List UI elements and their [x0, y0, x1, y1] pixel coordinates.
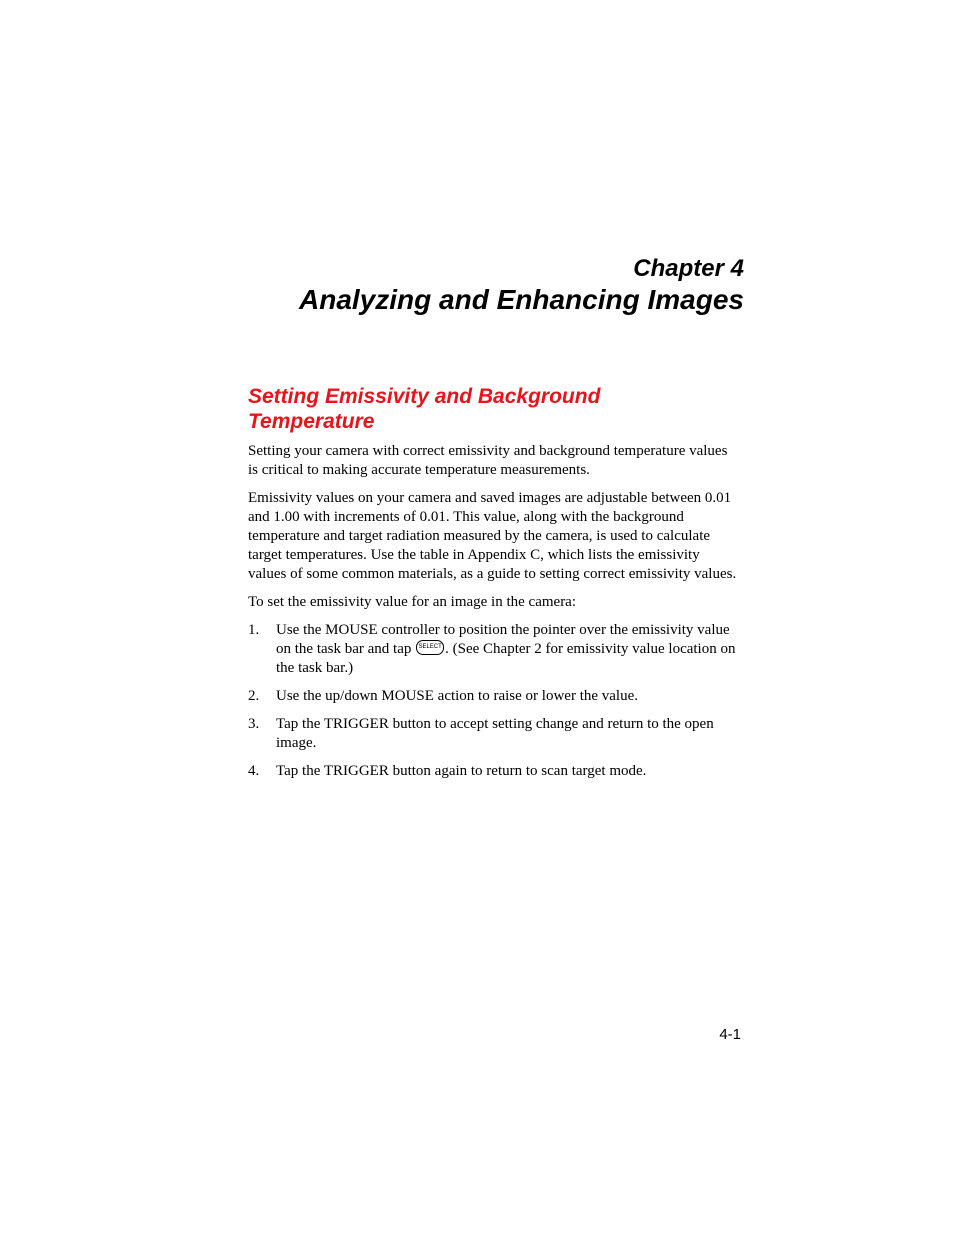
emissivity-range-paragraph: Emissivity values on your camera and saved images are adjustable between 0.01 and 1.00 with increments of 0.01. This value, along with the background temperature and target radiation measured by the camera, is used to calculate target temperatures. Use the table in Appendix C, which lists the emissivity values of some common materials, as a guide to setting correct emissivity values. — [248, 490, 737, 582]
chapter-title: Analyzing and Enhancing Images — [299, 284, 744, 315]
step-number: 1. — [248, 622, 260, 638]
step-text: Use the up/down MOUSE action to raise or lower the value. — [276, 688, 638, 704]
page-number: 4-1 — [719, 1026, 741, 1043]
step-text: Tap the TRIGGER button to accept setting change and return to the open image. — [276, 716, 714, 751]
procedure-steps — [248, 621, 738, 781]
step-text-before-icon: Use the MOUSE controller to position the pointer over the emissivity value on the task bar and tap — [276, 622, 730, 657]
list-item — [248, 715, 738, 753]
step-text — [276, 621, 738, 678]
list-item — [248, 762, 738, 781]
section-content — [248, 380, 738, 790]
step-number: 4. — [248, 763, 260, 779]
section-heading: Setting Emissivity and Background Temperature — [248, 385, 601, 433]
step-number: 3. — [248, 716, 260, 732]
step-number: 2. — [248, 688, 260, 704]
step-text: Tap the TRIGGER button again to return to scan target mode. — [276, 763, 647, 779]
list-item — [248, 621, 738, 678]
step-text-after-icon: . (See Chapter 2 for emissivity value location on the task bar.) — [276, 641, 736, 676]
list-item — [248, 687, 738, 706]
intro-paragraph: Setting your camera with correct emissivity and background temperature values is critical to making accurate temperature measurements. — [248, 443, 728, 478]
procedure-intro-paragraph: To set the emissivity value for an image in the camera: — [248, 594, 577, 610]
select-button-icon: SELECT — [416, 640, 444, 655]
chapter-label: Chapter 4 — [633, 255, 744, 282]
